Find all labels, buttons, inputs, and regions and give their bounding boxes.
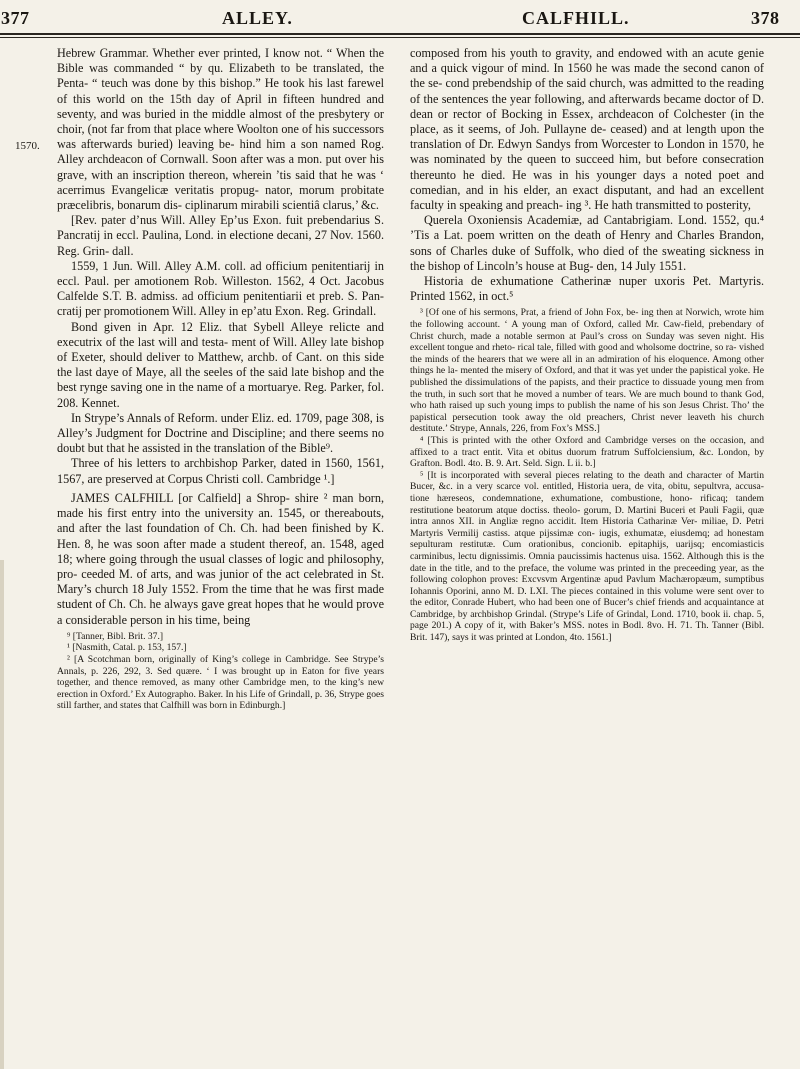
footnote: ³ [Of one of his sermons, Prat, a friend of John Fox, be- ing then at Norwich, wrote him the following account. ‘ A young man of Oxford, called Mr. Caw-field, prebendary of Christ church, made a notable sermon at Paul’s cross on Sunday was seven night. His excellent tongue and rheto- rical tale, filled with good and wholsome doctrine, so ra- vished the minds of the hearers that we were all in an admiration of his eloquence. Among other things he la- mented the misery of Oxford, and that it was yet under the papistical yoke. He published the dissimulations of the papists, and their practice to dissuade young men from the truth, in such sort that he moved a number of tears. We are much bound to thank God, who hath raised up such young imps to publish the name of his son Jesus Christ. Tho’ the papistical persecution took away the old preachers, Christ never leaveth his church destitute.’ Strype, Annals, 226, from Fox’s MSS.]: [410, 307, 764, 435]
left-paragraph: Bond given in Apr. 12 Eliz. that Sybell Alleye relicte and executrix of the last will and testa- ment of Will. Alley late bishop of Exeter, should deliver to Matthew, archb. of Cant. on this side the last daye of Maye, all the seeles of the said late bishop and the best rynge saving one in the name of a mortuarye. Reg. Parker, fol. 208. Kennet.: [57, 319, 384, 410]
header-rule-thin: [0, 37, 800, 38]
left-footnotes: [57, 631, 384, 712]
right-paragraph: Historia de exhumatione Catherinæ nuper uxoris Pet. Martyris. Printed 1562, in oct.⁵: [410, 274, 764, 304]
left-paragraph: 1559, 1 Jun. Will. Alley A.M. coll. ad officium penitentiarij in eccl. Paul. per amotionem Rob. Willeston. 1562, 4 Oct. Jacobus Calfelde S.T. B. admiss. ad officium penitentiarii et preb. S. Pan- cratij per promotionem Will. Alley in ep’atu Exon. Reg. Grindall.: [57, 258, 384, 319]
calfhill-entry: JAMES CALFHILL [or Calfield] a Shrop- shire ² man born, made his first entry into the university an. 1545, or thereabouts, and after the last foundation of Ch. Ch. had been finished by K. Hen. 8, he was soon after made a student thereof, an. 1548, aged 18; where going through the usual classes of logic and philosophy, pro- ceeded M. of arts, and was junior of the act celebrated in St. Mary’s church 18 July 1552. From the time that he was first made student of Ch. Ch. he always gave great hopes that he would prove a considerable person in his time, being: [57, 490, 384, 627]
right-paragraph: composed from his youth to gravity, and endowed with an acute genie and a quick vigour of mind. In 1560 he was made the second canon of the se- cond prebendship of the said church, was admitted to the reading of the sentences the year following, and afterwards became doctor of D. dean or rector of Bocking in Essex, archdeacon of Colchester (in the place, as it seems, of Joh. Pullayne de- ceased) and at length upon the translation of Dr. Edwyn Sandys from Worcester to London in 1570, he was nominated by the queen to succeed him, but before consecration thereunto he died. He was in his younger days a noted poet and comedian, and in his elder, an exact disputant, and had an excellent faculty in speaking and preach- ing ³. He hath transmitted to posterity,: [410, 46, 764, 213]
footnote: ⁵ [It is incorporated with several pieces relating to the death and character of Martin Bucer, &c. in a very scarce vol. entitled, Historia uera, de vita, obitu, sepultvra, accusa- tione hæreseos, condemnatione, exhumatione, combustione, hono- rificaq; tandem restitutione beatorum atque doctiss. theolo- gorum, D. Martini Buceri et Pauli Fagii, quæ intra annos XII. in Angliæ regno accidit. Item Historia Catharinæ Ver- miliae, D. Petri Martyris Vermilij castiss. atque pijssimæ con- iugis, exhumatæ, eiusdemq; ad honestam sepulturam restitutæ. Cum orationibus, concionib. epitaphijs, uarijsq; encomiasticis carminibus, lectu dignissimis. Omnia paucissimis hactenus uisa. 1562. Although this is the date in the title, and to the preface, the volume was printed in the preceeding year, as the following colophon proves: Excvsvm Argentinæ apud Pavlum Machæropæum, sumptibus Iohannis Oporini, anno M. D. LXI. The pieces contained in this volume were sent over to the editor, Conrade Hubert, who had been one of Bucer’s chief friends and acquaintance at Cambridge, by archbishop Grindal. (Strype’s Life of Grindal, Lond. 1710, book ii. chap. 5, page 201.) A copy of it, with Baker’s MSS. notes in Bodl. 8vo. H. 71. Th. Tanner (Bibl. Brit. 147), says it was printed at London, 4to. 1561.]: [410, 469, 764, 644]
right-paragraph: Querela Oxoniensis Academiæ, ad Cantabrigiam. Lond. 1552, qu.⁴ ’Tis a Lat. poem written on the death of Henry and Charles Brandon, sons of Charles duke of Suffolk, who died of the sweating sickness in the bishop of Lincoln’s house at Bug- den, 14 July 1551.: [410, 213, 764, 273]
running-title-right: CALFHILL.: [522, 8, 630, 28]
footnote: ⁴ [This is printed with the other Oxford and Cambridge verses on the occasion, and affixed to a tract entit. Vita et obitus duorum fratrum Suffolciensium, &c. London, by Grafton. Bodl. 4to. B. 9. Art. Seld. Sign. L ii. b.]: [410, 434, 764, 470]
page-number-left: 377: [1, 8, 30, 28]
left-paragraph: In Strype’s Annals of Reform. under Eliz. ed. 1709, page 308, is Alley’s Judgment for Doctrine and Discipline; and there seems no doubt but that he assisted in the translation of the Bible⁹.: [57, 410, 384, 456]
footnote: ¹ [Nasmith, Catal. p. 153, 157.]: [67, 642, 187, 654]
margin-year-note: 1570.: [15, 140, 40, 152]
running-header: [0, 8, 800, 32]
page-number-right: 378: [751, 8, 780, 28]
footnote: ² [A Scotchman born, originally of King’s college in Cambridge. See Strype’s Annals, p. 226, 292, 3. Sed quære. ‘ I was brought up in Eaton for five years together, and thence removed, as many other Cambridge men, to the king’s new erection in Oxford.’ Ex Autographo. Baker. In his Life of Grindall, p. 36, Strype goes still farther, and states that Calfhill was born in Edinburgh.]: [57, 653, 385, 712]
page-gutter-shade: [0, 560, 4, 1069]
right-column: [410, 46, 764, 644]
running-title-left: ALLEY.: [222, 8, 293, 28]
right-footnotes: [410, 307, 764, 643]
header-rule-thick: [0, 33, 800, 35]
footnote: ⁹ [Tanner, Bibl. Brit. 37.]: [67, 630, 164, 642]
left-paragraph: Three of his letters to archbishop Parker, dated in 1560, 1561, 1567, are preserved at Corpus Christi coll. Cambridge ¹.]: [57, 456, 384, 486]
left-paragraph: [Rev. pater d’nus Will. Alley Ep’us Exon. fuit prebendarius S. Pancratij in eccl. Paulina, Lond. in electione decani, 27 Nov. 1560. Reg. Grin- dall.: [57, 213, 384, 258]
left-column: [57, 46, 384, 712]
left-paragraph: Hebrew Grammar. Whether ever printed, I know not. “ When the Bible was commanded “ by qu. Elizabeth to be translated, the Penta- “ teuch was done by this bishop.” He took his last farewel of this world on the 15th day of April in fifteen hundred and seventy, and was buried in the middle almost of the presbytery or choir, (not far from that place where Woolton one of his successors was afterwards buried) leaving be- hind him a son named Rog. Alley archdeacon of Cornwall. Soon after was a mon. put over his grave, with an inscription thereon, wherein ’tis said that he was ‘ acerrimus Evangelicæ veritatis propug- nator, morum probitate præcelibris, bonarum dis- ciplinarum mirabili scientiâ clarus,’ &c.: [57, 46, 384, 213]
